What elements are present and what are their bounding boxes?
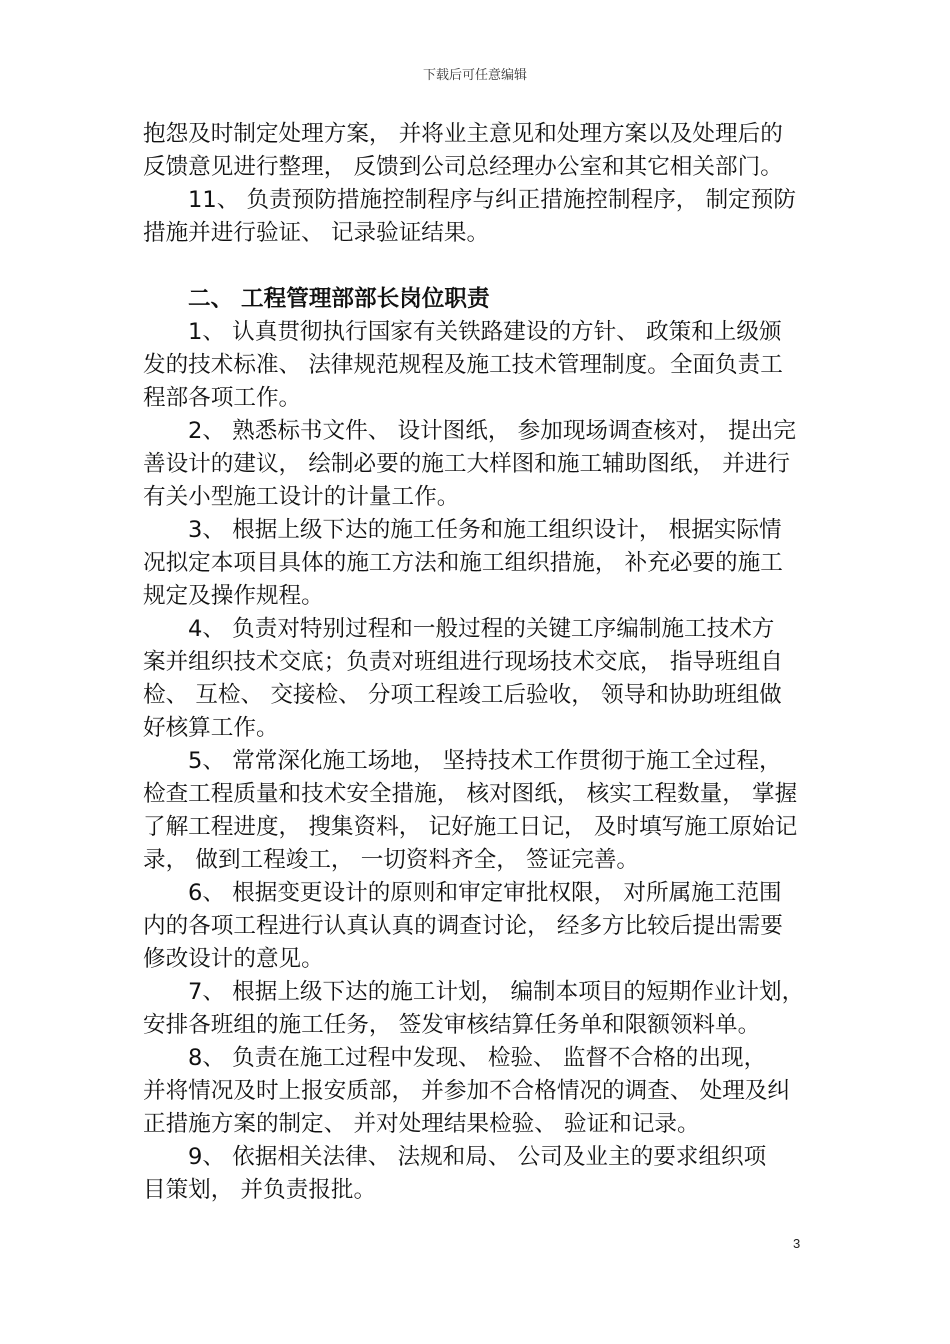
document-body bbox=[143, 118, 811, 1207]
text-line: 8、 负责在施工过程中发现、 检验、 监督不合格的出现， bbox=[188, 1045, 767, 1071]
text-line: 2、 熟悉标书文件、 设计图纸， 参加现场调查核对， 提出完 bbox=[188, 418, 796, 444]
text-line: 3、 根据上级下达的施工任务和施工组织设计， 根据实际情 bbox=[188, 517, 782, 543]
text-line: 6、 根据变更设计的原则和审定审批权限， 对所属施工范围 bbox=[188, 880, 782, 906]
text-line: 善设计的建议， 绘制必要的施工大样图和施工辅助图纸， 并进行 bbox=[143, 451, 790, 477]
section-heading: 二、 工程管理部部长岗位职责 bbox=[188, 286, 490, 312]
text-line: 修改设计的意见。 bbox=[143, 946, 324, 972]
text-line: 检查工程质量和技术安全措施， 核对图纸， 核实工程数量， 掌握 bbox=[143, 781, 798, 807]
page-number: 3 bbox=[793, 1236, 801, 1251]
text-line: 正措施方案的制定、 并对处理结果检验、 验证和记录。 bbox=[143, 1111, 700, 1137]
text-line: 抱怨及时制定处理方案， 并将业主意见和处理方案以及处理后的 bbox=[143, 121, 783, 147]
text-line: 况拟定本项目具体的施工方法和施工组织措施， 补充必要的施工 bbox=[143, 550, 783, 576]
page-header: 下载后可任意编辑 bbox=[422, 68, 527, 83]
text-line: 好核算工作。 bbox=[143, 715, 279, 741]
text-line: 检、 互检、 交接检、 分项工程竣工后验收， 领导和协助班组做 bbox=[143, 682, 782, 708]
text-line: 5、 常常深化施工场地， 坚持技术工作贯彻于施工全过程， bbox=[188, 748, 782, 774]
text-line: 有关小型施工设计的计量工作。 bbox=[143, 484, 460, 510]
text-line: 内的各项工程进行认真认真的调查讨论， 经多方比较后提出需要 bbox=[143, 913, 783, 939]
text-line: 规定及操作规程。 bbox=[143, 583, 324, 609]
text-line: 反馈意见进行整理， 反馈到公司总经理办公室和其它相关部门。 bbox=[143, 154, 783, 180]
text-line: 措施并进行验证、 记录验证结果。 bbox=[143, 220, 490, 246]
text-line: 目策划， 并负责报批。 bbox=[143, 1177, 377, 1203]
text-line: 案并组织技术交底；负责对班组进行现场技术交底， 指导班组自 bbox=[143, 649, 783, 675]
text-line: 录， 做到工程竣工， 一切资料齐全， 签证完善。 bbox=[143, 847, 640, 873]
text-line: 并将情况及时上报安质部， 并参加不合格情况的调查、 处理及纠 bbox=[143, 1078, 790, 1104]
text-line: 11、 负责预防措施控制程序与纠正措施控制程序， 制定预防 bbox=[188, 187, 796, 213]
text-line: 发的技术标准、 法律规范规程及施工技术管理制度。全面负责工 bbox=[143, 352, 783, 378]
text-line: 安排各班组的施工任务， 签发审核结算任务单和限额领料单。 bbox=[143, 1012, 761, 1038]
text-line: 9、 依据相关法律、 法规和局、 公司及业主的要求组织项 bbox=[188, 1144, 767, 1170]
text-line: 7、 根据上级下达的施工计划， 编制本项目的短期作业计划， bbox=[188, 979, 805, 1005]
text-line: 了解工程进度， 搜集资料， 记好施工日记， 及时填写施工原始记 bbox=[143, 814, 798, 840]
text-line: 程部各项工作。 bbox=[143, 385, 302, 411]
text-line: 1、 认真贯彻执行国家有关铁路建设的方针、 政策和上级颁 bbox=[188, 319, 782, 345]
spacer bbox=[143, 250, 811, 283]
text-line: 4、 负责对特别过程和一般过程的关键工序编制施工技术方 bbox=[188, 616, 775, 642]
